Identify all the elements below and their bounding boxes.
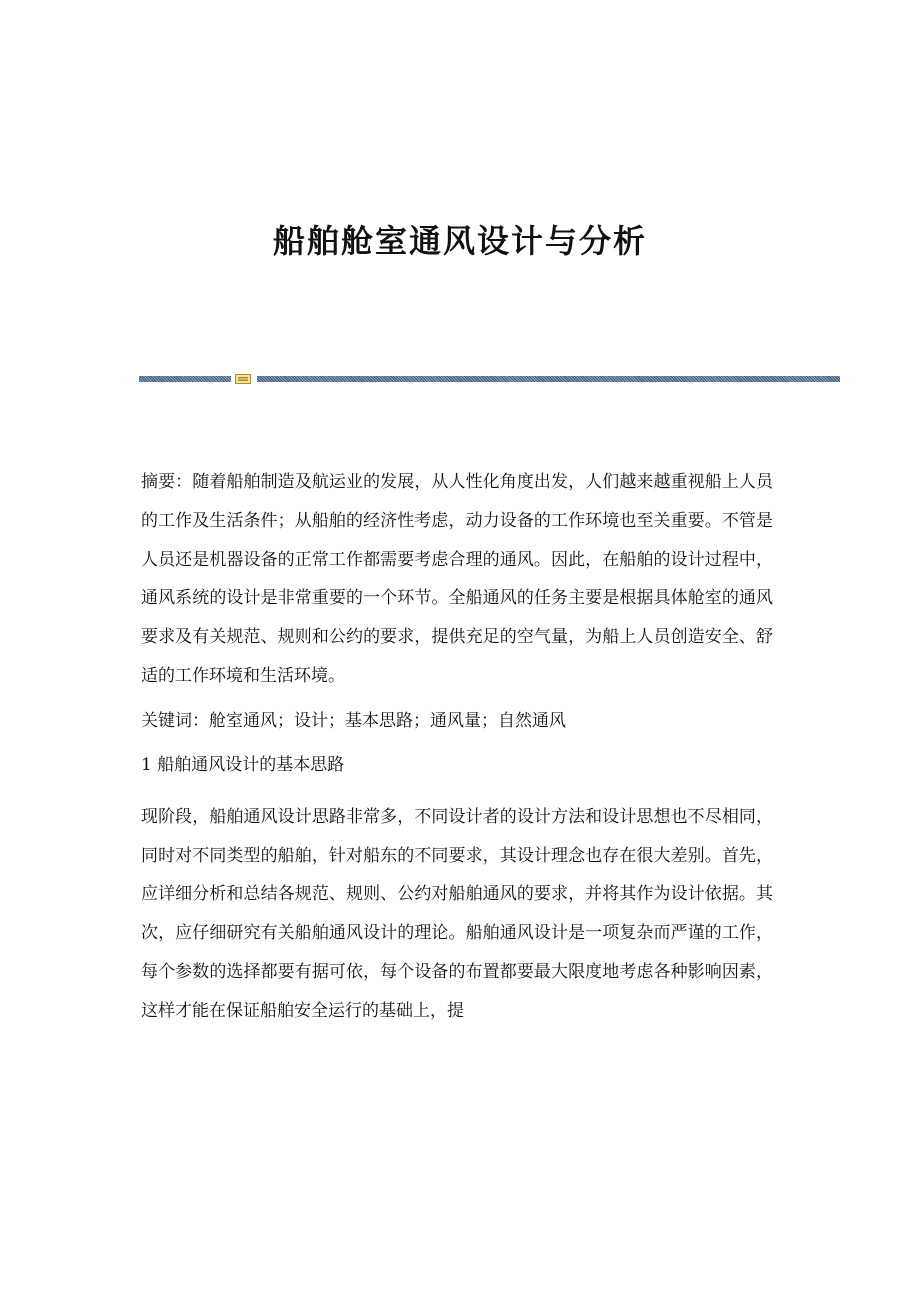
- keywords-line: 关键词：舱室通风；设计；基本思路；通风量；自然通风: [141, 710, 566, 731]
- divider-ornament-icon: [235, 374, 251, 384]
- abstract-paragraph: 摘要：随着船舶制造及航运业的发展，从人性化角度出发，人们越来越重视船上人员的工作及生活条件；从船舶的经济性考虑，动力设备的工作环境也至关重要。不管是人员还是机器设备的正常工作都需要考虑合理的通风。因此，在船舶的设计过程中，通风系统的设计是非常重要的一个环节。全船通风的任务主要是根据具体舱室的通风要求及有关规范、规则和公约的要求，提供充足的空气量，为船上人员创造安全、舒适的工作环境和生活环境。: [141, 472, 773, 686]
- divider-bar-right: [257, 376, 840, 382]
- section-heading: 1 船舶通风设计的基本思路: [141, 754, 345, 775]
- section-paragraph: 现阶段，船舶通风设计思路非常多，不同设计者的设计方法和设计思想也不尽相同，同时对不同类型的船舶，针对船东的不同要求，其设计理念也存在很大差别。首先，应详细分析和总结各规范、规则、公约对船舶通风的要求，并将其作为设计依据。其次，应仔细研究有关船舶通风设计的理论。船舶通风设计是一项复杂而严谨的工作，每个参数的选择都要有据可依，每个设备的布置都要最大限度地考虑各种影响因素，这样才能在保证船舶安全运行的基础上，提: [141, 806, 773, 1021]
- document-body: [141, 463, 773, 1031]
- document-title: 船舶舱室通风设计与分析: [272, 222, 647, 260]
- title-divider: [139, 374, 840, 384]
- divider-bar-left: [139, 376, 231, 382]
